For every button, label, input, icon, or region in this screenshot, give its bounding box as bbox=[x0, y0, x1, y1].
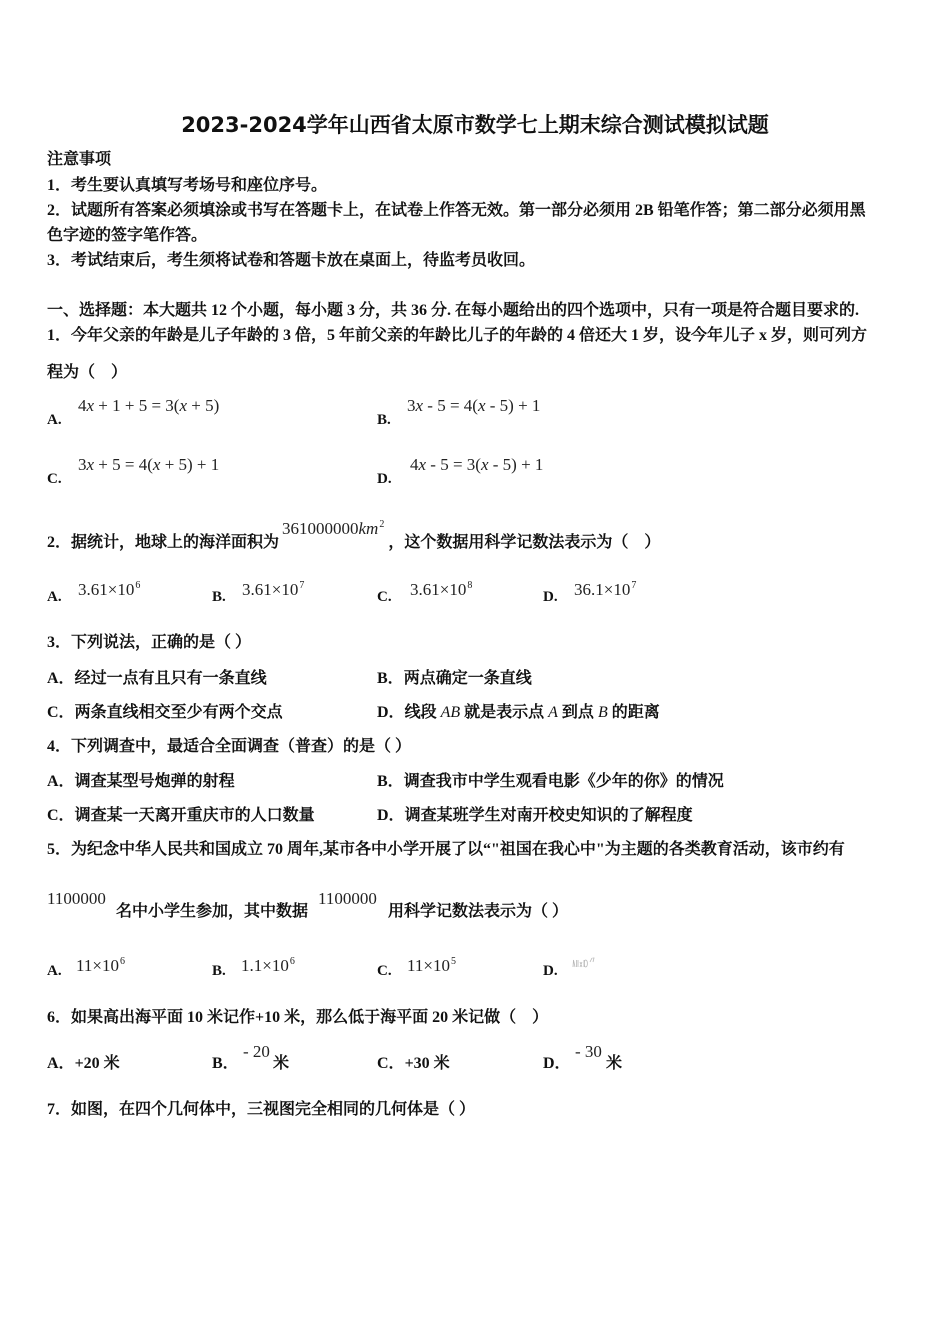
q2-option-c-base: 3.61×10 bbox=[410, 580, 467, 599]
q3-option-a bbox=[47, 669, 267, 689]
q3-option-a-text: 经过一点有且只有一条直线 bbox=[74, 670, 267, 687]
question-2-stem bbox=[47, 519, 661, 553]
ocean-area-number: 361000000 bbox=[282, 519, 359, 538]
q5-option-c-base: 11×10 bbox=[407, 956, 450, 975]
q2-option-c-label: C. bbox=[377, 589, 392, 605]
q5-option-a-base: 11×10 bbox=[76, 956, 119, 975]
ocean-area-formula bbox=[282, 519, 384, 538]
ocean-area-exponent: 2 bbox=[379, 519, 385, 530]
q6-option-c-label: C． bbox=[377, 1055, 405, 1072]
q5-option-d-garbled-formula-image bbox=[572, 956, 596, 969]
q3-option-d bbox=[377, 703, 660, 723]
q3-option-a-label: A． bbox=[47, 670, 75, 687]
q3-option-c-label: C． bbox=[47, 704, 75, 721]
variable-x: x bbox=[86, 455, 95, 474]
variable-x: x bbox=[480, 455, 489, 474]
q3-option-d-text-1: 线段 bbox=[404, 704, 441, 721]
q4-option-d bbox=[377, 806, 693, 826]
q6-option-a bbox=[47, 1054, 120, 1074]
q4-option-a-label: A． bbox=[47, 773, 75, 790]
q2-option-a-formula bbox=[78, 576, 140, 600]
question-4-stem: 4．下列调查中，最适合全面调查（普查）的是（ ） bbox=[47, 738, 412, 755]
q2-option-d-exponent: 7 bbox=[631, 580, 637, 591]
q4-option-c bbox=[47, 806, 315, 826]
variable-x: x bbox=[477, 396, 486, 415]
q6-option-d-label: D． bbox=[543, 1055, 571, 1072]
q2-option-b-label: B. bbox=[212, 589, 226, 605]
q5-option-c-exponent: 5 bbox=[450, 956, 456, 967]
ocean-area-unit: km bbox=[358, 519, 379, 538]
variable-x: x bbox=[86, 396, 95, 415]
q3-option-b-label: B． bbox=[377, 670, 404, 687]
q3-option-d-segment-ab: AB bbox=[440, 704, 461, 721]
q1-option-c-label: C. bbox=[47, 471, 62, 487]
q3-option-d-text-2: 就是表示点 bbox=[460, 704, 549, 721]
q1-option-a-label: A. bbox=[47, 412, 62, 428]
q6-option-b-value: - 20 bbox=[243, 1042, 270, 1061]
q1-option-d-label: D. bbox=[377, 471, 392, 487]
note-item-3: 3．考试结束后，考生须将试卷和答题卡放在桌面上，待监考员收回。 bbox=[47, 252, 536, 269]
q3-option-d-text-3: 到点 bbox=[557, 704, 598, 721]
q1-option-d-formula: 4x - 5 = 3(x - 5) + 1 bbox=[410, 455, 544, 474]
q5-option-b-exponent: 6 bbox=[289, 956, 295, 967]
q2-option-a-base: 3.61×10 bbox=[78, 580, 135, 599]
q6-option-a-label: A． bbox=[47, 1055, 75, 1072]
variable-x: x bbox=[152, 455, 161, 474]
q3-option-d-text-4: 的距离 bbox=[607, 704, 660, 721]
q3-option-b bbox=[377, 669, 532, 689]
variable-x: x bbox=[418, 455, 427, 474]
q3-option-b-text: 两点确定一条直线 bbox=[403, 670, 532, 687]
q5-option-c-label: C. bbox=[377, 963, 392, 979]
q6-option-c-text: +30 米 bbox=[404, 1055, 450, 1072]
q4-option-d-text: 调查某班学生对南开校史知识的了解程度 bbox=[404, 807, 693, 824]
q6-option-b-unit: 米 bbox=[273, 1055, 290, 1072]
q2-option-b-base: 3.61×10 bbox=[242, 580, 299, 599]
q5-option-b-label: B. bbox=[212, 963, 226, 979]
q6-option-d-unit: 米 bbox=[606, 1055, 623, 1072]
q1-option-b-label: B. bbox=[377, 412, 391, 428]
q5-option-a-exponent: 6 bbox=[119, 956, 125, 967]
question-5-line-1: 5．为纪念中华人民共和国成立 70 周年,某市各中小学开展了以“"祖国在我心中"为主题的各类教育活动，该市约有 bbox=[47, 841, 845, 858]
note-item-2-line-1: 2．试题所有答案必须填涂或书写在答题卡上，在试卷上作答无效。第一部分必须用 2B 铅笔作答；第二部分必须用黑 bbox=[47, 202, 866, 219]
variable-x: x bbox=[415, 396, 424, 415]
q2-option-b-formula bbox=[242, 576, 304, 600]
question-2-text-after: ，这个数据用科学记数法表示为（ ） bbox=[388, 534, 661, 551]
q4-option-c-text: 调查某一天离开重庆市的人口数量 bbox=[74, 807, 315, 824]
q3-option-c bbox=[47, 703, 283, 723]
question-2-text-before: 2．据统计，地球上的海洋面积为 bbox=[47, 534, 280, 551]
q4-option-b bbox=[377, 772, 724, 792]
note-item-1: 1．考生要认真填写考场号和座位序号。 bbox=[47, 177, 328, 194]
q2-option-d-formula bbox=[574, 576, 636, 600]
q2-option-b-exponent: 7 bbox=[299, 580, 305, 591]
q5-number-1-formula: 1100000 bbox=[47, 889, 106, 908]
q4-option-d-label: D． bbox=[377, 807, 405, 824]
question-6-stem: 6．如果高出海平面 10 米记作+10 米，那么低于海平面 20 米记做（ ） bbox=[47, 1009, 549, 1026]
variable-x: x bbox=[179, 396, 188, 415]
q2-option-d-base: 36.1×10 bbox=[574, 580, 631, 599]
q5-number-2-formula: 1100000 bbox=[318, 889, 377, 908]
q5-option-a-label: A. bbox=[47, 963, 62, 979]
note-item-2-line-2: 色字迹的签字笔作答。 bbox=[47, 227, 208, 244]
question-7-stem: 7．如图，在四个几何体中，三视图完全相同的几何体是（ ） bbox=[47, 1101, 476, 1118]
notes-heading: 注意事项 bbox=[47, 151, 112, 168]
q2-option-c-exponent: 8 bbox=[467, 580, 473, 591]
question-1-line-2: 程为（ ） bbox=[47, 364, 128, 381]
q3-option-d-label: D． bbox=[377, 704, 405, 721]
question-1-line-1: 1．今年父亲的年龄是儿子年龄的 3 倍，5 年前父亲的年龄比儿子的年龄的 4 倍还大 1 岁，设今年儿子 x 岁，则可列方 bbox=[47, 327, 868, 344]
q3-option-d-point-a: A bbox=[548, 704, 558, 721]
q2-option-a-label: A. bbox=[47, 589, 62, 605]
q4-option-a bbox=[47, 772, 235, 792]
exam-title: 2023-2024学年山西省太原市数学七上期末综合测试模拟试题 bbox=[181, 113, 769, 137]
section-1-heading: 一、选择题：本大题共 12 个小题，每小题 3 分，共 36 分. 在每小题给出的四个选项中，只有一项是符合题目要求的. bbox=[47, 302, 860, 319]
q5-option-b-formula bbox=[241, 952, 295, 976]
q6-option-b-label: B． bbox=[212, 1055, 239, 1072]
q5-option-c-formula bbox=[407, 952, 456, 976]
q3-option-c-text: 两条直线相交至少有两个交点 bbox=[74, 704, 283, 721]
q3-option-d-point-b: B bbox=[597, 704, 608, 721]
q4-option-a-text: 调查某型号炮弹的射程 bbox=[74, 773, 235, 790]
q2-option-a-exponent: 6 bbox=[135, 580, 141, 591]
q4-option-b-text: 调查我市中学生观看电影《少年的你》的情况 bbox=[403, 773, 724, 790]
question-5-text-after: 用科学记数法表示为（ ） bbox=[388, 903, 569, 920]
q5-option-b-base: 1.1×10 bbox=[241, 956, 289, 975]
q6-option-d-value: - 30 bbox=[575, 1042, 602, 1061]
q6-option-a-text: +20 米 bbox=[74, 1055, 120, 1072]
q2-option-d-label: D. bbox=[543, 589, 558, 605]
q1-option-b-formula: 3x - 5 = 4(x - 5) + 1 bbox=[407, 396, 541, 415]
q1-option-c-formula: 3x + 5 = 4(x + 5) + 1 bbox=[78, 455, 220, 474]
question-3-stem: 3．下列说法，正确的是（ ） bbox=[47, 634, 252, 651]
question-5-text-mid: 名中小学生参加，其中数据 bbox=[116, 903, 309, 920]
q1-option-a-formula: 4x + 1 + 5 = 3(x + 5) bbox=[78, 396, 220, 415]
q4-option-b-label: B． bbox=[377, 773, 404, 790]
q5-option-a-formula bbox=[76, 952, 125, 976]
q6-option-c bbox=[377, 1054, 450, 1074]
q2-option-c-formula bbox=[410, 576, 472, 600]
q5-option-d-label: D. bbox=[543, 963, 558, 979]
q4-option-c-label: C． bbox=[47, 807, 75, 824]
